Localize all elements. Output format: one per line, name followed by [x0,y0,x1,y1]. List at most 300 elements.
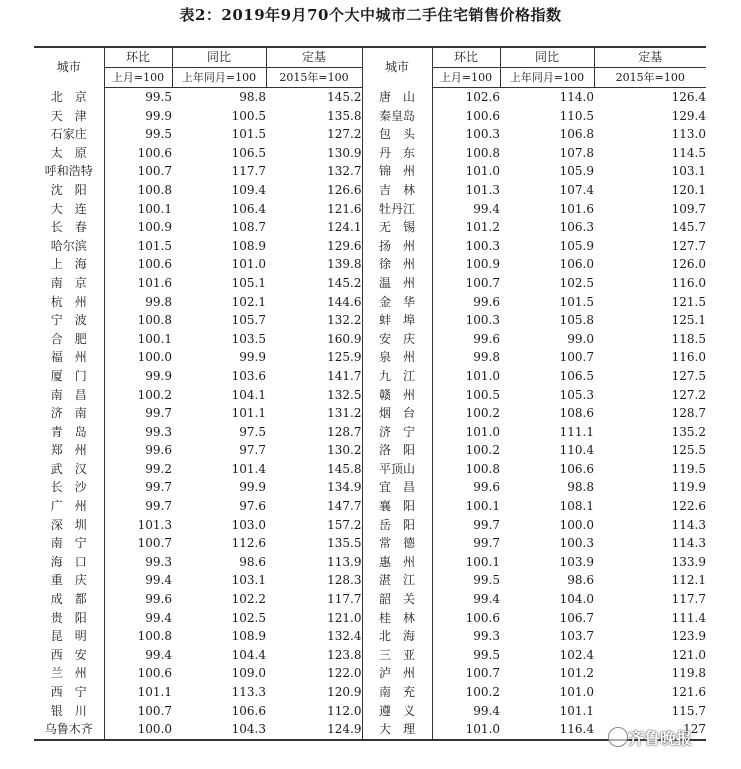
mom-index-cell: 101.3 [137,517,172,532]
city-name-cell: 宁 波 [34,311,104,330]
yoy-index-cell: 99.9 [239,480,266,495]
city-name-cell: 乌鲁木齐 [34,720,104,740]
city-name-cell: 无 锡 [362,218,432,237]
table-row [34,646,706,665]
city-name-cell: 大 理 [362,720,432,740]
mom-index-cell: 100.2 [465,406,500,421]
base-index-cell: 131.2 [266,404,362,423]
base-index-cell: 132.5 [266,386,362,405]
base-index-cell: 134.9 [266,478,362,497]
header-yoy-right: 同比 [500,47,594,68]
base-index-cell: 124.1 [266,218,362,237]
base-index-cell: 145.7 [671,220,706,235]
city-name-cell: 丹 东 [362,144,432,163]
base-index-cell: 145.2 [266,274,362,293]
table-row [34,460,706,479]
mom-index-cell: 100.0 [137,350,172,365]
mom-index-cell: 99.5 [145,127,172,142]
base-index-cell: 112.0 [266,702,362,721]
city-name-cell: 洛 阳 [362,441,432,460]
city-name-cell: 遵 义 [362,702,432,721]
yoy-index-cell: 110.5 [559,108,594,123]
mom-index-cell: 101.1 [137,685,172,699]
yoy-index-cell: 98.8 [567,480,594,495]
base-index-cell: 109.7 [671,201,706,216]
table-title: 表2：2019年9月70个大中城市二手住宅销售价格指数 [179,6,562,24]
mom-index-cell: 101.0 [465,424,500,439]
city-name-cell: 安 庆 [362,330,432,349]
base-index-cell: 160.9 [266,330,362,349]
mom-index-cell: 100.6 [465,108,500,123]
city-name-cell: 赣 州 [362,386,432,405]
table-row [34,553,706,572]
base-index-cell: 129.4 [671,108,706,123]
base-index-cell: 116.0 [671,350,706,365]
header-city-right: 城市 [362,47,432,88]
yoy-index-cell: 104.3 [172,720,266,740]
mom-index-cell: 100.0 [104,720,172,740]
mom-index-cell: 99.5 [145,90,172,104]
mom-index-cell: 99.9 [145,368,172,383]
table-row [34,274,706,293]
mom-index-cell: 99.3 [145,424,172,439]
base-index-cell: 114.3 [671,536,706,551]
base-index-cell: 121.0 [671,647,706,662]
base-index-cell: 123.9 [671,629,706,644]
city-name-cell: 大 连 [34,200,104,219]
yoy-index-cell: 103.0 [231,517,266,532]
yoy-index-cell: 106.0 [559,257,594,272]
base-index-cell: 127.7 [671,238,706,253]
yoy-index-cell: 106.4 [231,201,266,216]
table-row [34,255,706,274]
yoy-index-cell: 109.4 [231,182,266,197]
subheader-base-right: 2015年=100 [594,68,706,88]
city-name-cell: 扬 州 [362,237,432,256]
mom-index-cell: 99.6 [473,480,500,495]
mom-index-cell: 99.4 [473,201,500,216]
yoy-index-cell: 106.6 [231,703,266,718]
table-row [34,311,706,330]
mom-index-cell: 100.7 [137,164,172,179]
base-index-cell: 125.1 [671,313,706,328]
base-index-cell: 116.0 [671,275,706,290]
yoy-index-cell: 105.9 [559,238,594,253]
table-row [34,590,706,609]
yoy-index-cell: 108.6 [559,406,594,421]
base-index-cell: 128.7 [671,406,706,421]
city-name-cell: 湛 江 [362,571,432,590]
mom-index-cell: 100.7 [465,275,500,290]
yoy-index-cell: 106.5 [559,368,594,383]
city-name-cell: 哈尔滨 [34,237,104,256]
yoy-index-cell: 101.0 [559,685,594,699]
mom-index-cell: 99.7 [145,480,172,495]
yoy-index-cell: 100.7 [559,350,594,365]
base-index-cell: 119.5 [671,461,706,476]
city-name-cell: 温 州 [362,274,432,293]
city-name-cell: 西 安 [34,646,104,665]
yoy-index-cell: 106.8 [559,127,594,142]
yoy-index-cell: 103.7 [559,629,594,644]
base-index-cell: 145.8 [266,460,362,479]
table-row [34,441,706,460]
city-name-cell: 襄 阳 [362,497,432,516]
yoy-index-cell: 111.1 [559,424,594,439]
mom-index-cell: 100.9 [465,257,500,272]
watermark-text: 齐鲁晚报 [628,729,693,748]
header-row [34,47,706,68]
yoy-index-cell: 97.7 [239,443,266,458]
base-index-cell: 145.2 [266,88,362,107]
yoy-index-cell: 106.7 [559,610,594,625]
mom-index-cell: 99.2 [145,461,172,476]
city-name-cell: 济 南 [34,404,104,423]
table-row [34,516,706,535]
city-name-cell: 成 都 [34,590,104,609]
table-row [34,218,706,237]
base-index-cell: 122.0 [266,664,362,683]
yoy-index-cell: 102.5 [559,275,594,290]
mom-index-cell: 100.1 [465,554,500,569]
mom-index-cell: 100.6 [465,610,500,625]
yoy-index-cell: 101.1 [231,406,266,421]
city-name-cell: 泸 州 [362,664,432,683]
mom-index-cell: 100.3 [465,127,500,142]
mom-index-cell: 100.8 [137,629,172,644]
yoy-index-cell: 101.2 [559,666,594,681]
mom-index-cell: 99.6 [473,294,500,309]
base-index-cell: 125.5 [671,443,706,458]
yoy-index-cell: 108.9 [231,238,266,253]
mom-index-cell: 101.0 [432,720,500,740]
city-name-cell: 九 江 [362,367,432,386]
base-index-cell: 132.4 [266,627,362,646]
yoy-index-cell: 99.9 [239,350,266,365]
yoy-index-cell: 113.3 [231,685,266,699]
mom-index-cell: 100.1 [137,331,172,346]
city-name-cell: 烟 台 [362,404,432,423]
yoy-index-cell: 108.7 [231,220,266,235]
base-index-cell: 113.0 [671,127,706,142]
mom-index-cell: 99.7 [473,536,500,551]
base-index-cell: 127.5 [671,368,706,383]
yoy-index-cell: 108.9 [231,629,266,644]
city-name-cell: 合 肥 [34,330,104,349]
base-index-cell: 127.2 [266,125,362,144]
yoy-index-cell: 117.7 [231,164,266,179]
city-name-cell: 银 川 [34,702,104,721]
mom-index-cell: 100.7 [465,666,500,681]
mom-index-cell: 101.2 [465,220,500,235]
yoy-index-cell: 102.1 [231,294,266,309]
base-index-cell: 123.8 [266,646,362,665]
mom-index-cell: 99.4 [145,573,172,588]
yoy-index-cell: 98.6 [239,554,266,569]
yoy-index-cell: 100.3 [559,536,594,551]
table-row [34,237,706,256]
header-city-left: 城市 [34,47,104,88]
base-index-cell: 147.7 [266,497,362,516]
base-index-cell: 157.2 [266,516,362,535]
base-index-cell: 139.8 [266,255,362,274]
base-index-cell: 132.7 [266,162,362,181]
table-row [34,404,706,423]
mom-index-cell: 100.8 [465,461,500,476]
city-name-cell: 济 宁 [362,423,432,442]
yoy-index-cell: 101.1 [559,703,594,718]
table-row [34,200,706,219]
mom-index-cell: 99.4 [145,610,172,625]
subheader-base-left: 2015年=100 [266,68,362,88]
table-body [34,88,706,740]
header-base-left: 定基 [266,47,362,68]
table-row [34,720,706,740]
city-name-cell: 深 圳 [34,516,104,535]
table-row [34,571,706,590]
mom-index-cell: 100.8 [137,313,172,328]
yoy-index-cell: 103.6 [231,368,266,383]
table-row [34,534,706,553]
yoy-index-cell: 105.8 [559,313,594,328]
table-row [34,125,706,144]
mom-index-cell: 100.6 [137,666,172,681]
yoy-index-cell: 106.5 [231,145,266,160]
yoy-index-cell: 109.0 [231,666,266,681]
yoy-index-cell: 110.4 [559,443,594,458]
yoy-index-cell: 102.2 [231,592,266,607]
base-index-cell: 114.3 [671,517,706,532]
mom-index-cell: 101.0 [465,164,500,179]
base-index-cell: 126.6 [266,181,362,200]
city-name-cell: 泉 州 [362,348,432,367]
city-name-cell: 常 德 [362,534,432,553]
yoy-index-cell: 107.4 [559,182,594,197]
subheader-yoy-right: 上年同月=100 [500,68,594,88]
yoy-index-cell: 99.0 [567,331,594,346]
mom-index-cell: 99.5 [473,573,500,588]
yoy-index-cell: 98.8 [239,90,266,104]
city-name-cell: 青 岛 [34,423,104,442]
mom-index-cell: 99.6 [145,592,172,607]
base-index-cell: 129.6 [266,237,362,256]
city-name-cell: 惠 州 [362,553,432,572]
table-row [34,107,706,126]
city-name-cell: 吉 林 [362,181,432,200]
city-name-cell: 郑 州 [34,441,104,460]
table-row [34,423,706,442]
base-index-cell: 135.2 [671,424,706,439]
city-name-cell: 平顶山 [362,460,432,479]
city-name-cell: 重 庆 [34,571,104,590]
base-index-cell: 130.2 [266,441,362,460]
base-index-cell: 128.3 [266,571,362,590]
table-row [34,683,706,702]
mom-index-cell: 100.5 [465,387,500,402]
yoy-index-cell: 103.9 [559,554,594,569]
city-name-cell: 杭 州 [34,293,104,312]
city-name-cell: 厦 门 [34,367,104,386]
table-row [34,386,706,405]
city-name-cell: 唐 山 [362,88,432,107]
mom-index-cell: 100.7 [137,703,172,718]
yoy-index-cell: 101.0 [231,257,266,272]
mom-index-cell: 99.8 [473,350,500,365]
city-name-cell: 海 口 [34,553,104,572]
city-name-cell: 锦 州 [362,162,432,181]
mom-index-cell: 99.4 [145,647,172,662]
table-row [34,497,706,516]
table-row [34,478,706,497]
base-index-cell: 112.1 [671,573,706,588]
mom-index-cell: 100.8 [137,182,172,197]
yoy-index-cell: 100.0 [559,517,594,532]
city-name-cell: 北 京 [34,88,104,107]
header-yoy-left: 同比 [172,47,266,68]
yoy-index-cell: 106.3 [559,220,594,235]
subheader-mom-right: 上月=100 [432,68,500,88]
mom-index-cell: 100.8 [465,145,500,160]
base-index-cell: 114.5 [671,145,706,160]
city-name-cell: 呼和浩特 [34,162,104,181]
base-index-cell: 126.4 [671,90,706,104]
yoy-index-cell: 101.5 [559,294,594,309]
header-mom-right: 环比 [432,47,500,68]
yoy-index-cell: 112.6 [231,536,266,551]
mom-index-cell: 99.7 [145,406,172,421]
base-index-cell: 121.0 [266,609,362,628]
base-index-cell: 111.4 [671,610,706,625]
base-index-cell: 132.2 [266,311,362,330]
mom-index-cell: 99.3 [473,629,500,644]
mom-index-cell: 100.1 [137,201,172,216]
city-name-cell: 金 华 [362,293,432,312]
city-name-cell: 昆 明 [34,627,104,646]
mom-index-cell: 101.5 [137,238,172,253]
city-name-cell: 贵 阳 [34,609,104,628]
header-mom-left: 环比 [104,47,172,68]
table-row [34,144,706,163]
yoy-index-cell: 101.6 [559,201,594,216]
base-index-cell: 126.0 [671,257,706,272]
yoy-index-cell: 100.5 [231,108,266,123]
mom-index-cell: 100.6 [137,145,172,160]
city-name-cell: 福 州 [34,348,104,367]
city-name-cell: 石家庄 [34,125,104,144]
city-name-cell: 北 海 [362,627,432,646]
table-row [34,702,706,721]
mom-index-cell: 102.6 [465,90,500,104]
city-name-cell: 天 津 [34,107,104,126]
header-base-right: 定基 [594,47,706,68]
table-row [34,609,706,628]
table-row [34,162,706,181]
mom-index-cell: 100.6 [137,257,172,272]
yoy-index-cell: 107.8 [559,145,594,160]
city-name-cell: 南 昌 [34,386,104,405]
mom-index-cell: 99.7 [473,517,500,532]
city-name-cell: 包 头 [362,125,432,144]
city-name-cell: 岳 阳 [362,516,432,535]
yoy-index-cell: 105.3 [559,387,594,402]
city-name-cell: 广 州 [34,497,104,516]
city-name-cell: 西 宁 [34,683,104,702]
yoy-index-cell: 104.4 [231,647,266,662]
yoy-index-cell: 105.9 [559,164,594,179]
yoy-index-cell: 104.0 [559,592,594,607]
city-name-cell: 武 汉 [34,460,104,479]
subheader-mom-left: 上月=100 [104,68,172,88]
base-index-cell: 128.7 [266,423,362,442]
table-row [34,664,706,683]
city-name-cell: 南 充 [362,683,432,702]
mom-index-cell: 99.6 [473,331,500,346]
base-index-cell: 103.1 [671,164,706,179]
base-index-cell: 122.6 [671,499,706,514]
yoy-index-cell: 104.1 [231,387,266,402]
table-row [34,348,706,367]
mom-index-cell: 100.7 [137,536,172,551]
mom-index-cell: 101.0 [465,368,500,383]
mom-index-cell: 100.3 [465,238,500,253]
yoy-index-cell: 103.5 [231,331,266,346]
yoy-index-cell: 101.4 [231,461,266,476]
base-index-cell: 144.6 [266,293,362,312]
mom-index-cell: 99.4 [473,592,500,607]
base-index-cell: 121.6 [671,685,706,699]
city-name-cell: 蚌 埠 [362,311,432,330]
mom-index-cell: 99.4 [473,703,500,718]
base-index-cell: 133.9 [671,554,706,569]
base-index-cell: 117.7 [266,590,362,609]
price-index-table [34,46,706,741]
yoy-index-cell: 105.7 [231,313,266,328]
yoy-index-cell: 101.5 [231,127,266,142]
city-name-cell: 宜 昌 [362,478,432,497]
mom-index-cell: 101.3 [465,182,500,197]
table-row [34,293,706,312]
base-index-cell: 121.6 [266,200,362,219]
mom-index-cell: 99.9 [145,108,172,123]
city-name-cell: 徐 州 [362,255,432,274]
base-index-cell: 115.7 [671,703,706,718]
table-row [34,330,706,349]
mom-index-cell: 99.7 [145,499,172,514]
base-index-cell: 117.7 [671,592,706,607]
base-index-cell: 135.5 [266,534,362,553]
yoy-index-cell: 106.6 [559,461,594,476]
yoy-index-cell: 105.1 [231,275,266,290]
city-name-cell: 兰 州 [34,664,104,683]
mom-index-cell: 99.5 [473,647,500,662]
yoy-index-cell: 103.1 [231,573,266,588]
base-index-cell: 113.9 [266,553,362,572]
newspaper-logo-icon [608,727,628,747]
base-index-cell: 125.9 [266,348,362,367]
table-row [34,181,706,200]
city-name-cell: 长 沙 [34,478,104,497]
subheader-yoy-left: 上年同月=100 [172,68,266,88]
mom-index-cell: 100.3 [465,313,500,328]
base-index-cell: 120.9 [266,683,362,702]
base-index-cell: 121.5 [671,294,706,309]
base-index-cell: 135.8 [266,107,362,126]
mom-index-cell: 99.8 [145,294,172,309]
city-name-cell: 秦皇岛 [362,107,432,126]
mom-index-cell: 101.6 [137,275,172,290]
base-index-cell: 118.5 [671,331,706,346]
mom-index-cell: 99.6 [145,443,172,458]
